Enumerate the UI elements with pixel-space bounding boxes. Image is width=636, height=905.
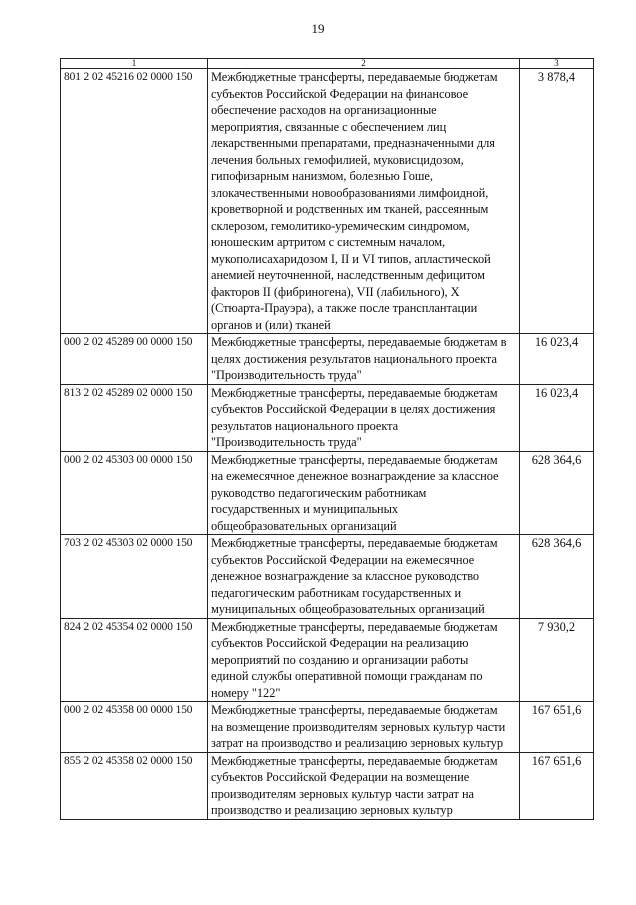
- description-cell: [208, 618, 520, 702]
- table-row: [61, 752, 594, 819]
- description-line: органов и (или) тканей: [211, 317, 331, 332]
- table-row: [61, 535, 594, 619]
- description-line: Межбюджетные трансферты, передаваемые бюджетам в: [211, 335, 507, 349]
- description-cell: [208, 451, 520, 535]
- table-header-row: [61, 59, 594, 69]
- description-cell: [208, 334, 520, 385]
- amount-cell: 628 364,6: [520, 451, 594, 535]
- description-line: факторов II (фибриногена), VII (лабильного), X: [211, 284, 460, 299]
- amount-cell: 167 651,6: [520, 752, 594, 819]
- table-body: [61, 69, 594, 820]
- page-number: 19: [311, 21, 325, 36]
- description-line: обеспечение расходов на организационные: [211, 103, 437, 117]
- table-row: [61, 69, 594, 334]
- description-line: государственных и муниципальных: [211, 502, 399, 516]
- description-line: производство и реализацию зерновых культур: [211, 803, 453, 817]
- description-line: "Производительность труда": [211, 368, 362, 382]
- amount-cell: 16 023,4: [520, 384, 594, 451]
- budget-table: [60, 58, 594, 820]
- description-line: гипофизарным нанизмом, болезнью Гоше,: [211, 169, 433, 183]
- description-line: субъектов Российской Федерации на реализацию: [211, 636, 469, 650]
- description-line: Межбюджетные трансферты, передаваемые бюджетам: [211, 385, 498, 400]
- table-row: [61, 618, 594, 702]
- description-line: "Производительность труда": [211, 435, 362, 449]
- amount-cell: 16 023,4: [520, 334, 594, 385]
- description-line: на возмещение производителям зерновых культур части: [211, 719, 506, 734]
- description-line: склерозом, гемолитико-уремическим синдромом,: [211, 218, 470, 233]
- budget-code-cell: 000 2 02 45303 00 0000 150: [61, 451, 208, 535]
- description-line: субъектов Российской Федерации в целях достижения: [211, 402, 496, 416]
- budget-code-cell: 000 2 02 45358 00 0000 150: [61, 702, 208, 753]
- description-cell: [208, 535, 520, 619]
- amount-cell: 3 878,4: [520, 69, 594, 334]
- description-line: педагогическим работникам государственных и: [211, 585, 462, 600]
- table-row: [61, 334, 594, 385]
- description-line: руководство педагогическим работникам: [211, 485, 427, 500]
- description-line: целях достижения результатов национального проекта: [211, 351, 497, 366]
- description-line: на ежемесячное денежное вознаграждение за классное: [211, 469, 499, 483]
- description-line: единой службы оперативной помощи гражданам по: [211, 669, 483, 683]
- description-line: мукополисахаридозом I, II и VI типов, апластической: [211, 251, 491, 266]
- budget-code-cell: 813 2 02 45289 02 0000 150: [61, 384, 208, 451]
- table-row: [61, 384, 594, 451]
- description-line: субъектов Российской Федерации на ежемесячное: [211, 552, 475, 567]
- description-line: злокачественными новообразованиями лимфоидной,: [211, 185, 489, 200]
- description-line: лечения больных гемофилией, муковисцидозом,: [211, 152, 464, 167]
- description-line: денежное вознаграждение за классное руководство: [211, 569, 480, 583]
- budget-code-cell: 855 2 02 45358 02 0000 150: [61, 752, 208, 819]
- amount-cell: 167 651,6: [520, 702, 594, 753]
- description-line: Межбюджетные трансферты, передаваемые бюджетам: [211, 70, 498, 84]
- description-line: (Стюарта-Прауэра), а также после трансплантации: [211, 301, 478, 315]
- description-line: лекарственными препаратами, предназначенными для: [211, 136, 495, 150]
- amount-cell: 7 930,2: [520, 618, 594, 702]
- column-header-code: 1: [61, 59, 208, 69]
- description-line: мероприятия, связанные с обеспечением лиц: [211, 119, 447, 134]
- amount-cell: 628 364,6: [520, 535, 594, 619]
- budget-code-cell: 801 2 02 45216 02 0000 150: [61, 69, 208, 334]
- description-line: субъектов Российской Федерации на финансовое: [211, 86, 469, 101]
- description-line: мероприятий по созданию и организации работы: [211, 652, 469, 667]
- budget-code-cell: 824 2 02 45354 02 0000 150: [61, 618, 208, 702]
- description-line: Межбюджетные трансферты, передаваемые бюджетам: [211, 536, 498, 550]
- description-line: Межбюджетные трансферты, передаваемые бюджетам: [211, 753, 498, 768]
- description-line: субъектов Российской Федерации на возмещение: [211, 770, 470, 784]
- table-row: [61, 702, 594, 753]
- description-line: номеру "122": [211, 685, 281, 700]
- description-line: Межбюджетные трансферты, передаваемые бюджетам: [211, 452, 498, 467]
- description-line: муниципальных общеобразовательных организаций: [211, 602, 485, 616]
- description-line: кроветворной и родственных им тканей, рассеянным: [211, 202, 489, 216]
- description-line: производителям зерновых культур части затрат на: [211, 786, 474, 801]
- description-line: общеобразовательных организаций: [211, 518, 397, 533]
- description-cell: [208, 384, 520, 451]
- description-line: анемией неуточненной, наследственным дефицитом: [211, 268, 485, 282]
- column-header-name: 2: [208, 59, 520, 69]
- description-line: затрат на производство и реализацию зерновых культур: [211, 736, 503, 750]
- description-cell: [208, 69, 520, 334]
- description-cell: [208, 752, 520, 819]
- description-cell: [208, 702, 520, 753]
- budget-code-cell: 703 2 02 45303 02 0000 150: [61, 535, 208, 619]
- table-row: [61, 451, 594, 535]
- budget-code-cell: 000 2 02 45289 00 0000 150: [61, 334, 208, 385]
- description-line: результатов национального проекта: [211, 418, 399, 433]
- description-line: Межбюджетные трансферты, передаваемые бюджетам: [211, 703, 498, 717]
- description-line: юношеским артритом с системным началом,: [211, 235, 446, 249]
- description-line: Межбюджетные трансферты, передаваемые бюджетам: [211, 619, 498, 634]
- column-header-amount: 3: [520, 59, 594, 69]
